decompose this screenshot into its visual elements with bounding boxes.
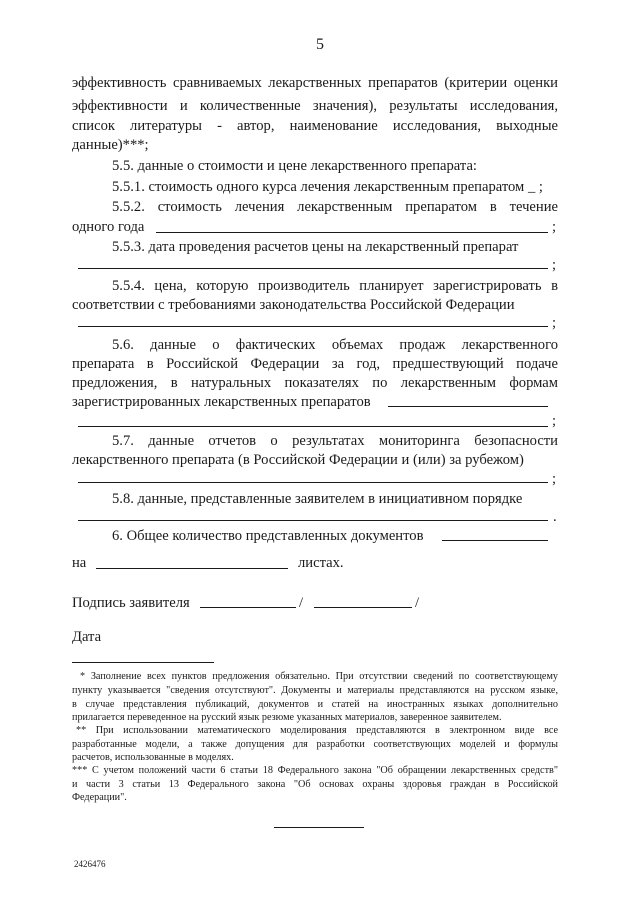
date-label: Дата: [72, 629, 102, 645]
slash: /: [299, 595, 304, 611]
footnote-line: пункту указывается "сведения отсутствуют". Документы и материалы представляются на русском языке,: [72, 685, 558, 696]
footnote-line: расчетов, использованные в моделях.: [72, 752, 234, 763]
blank-field: [442, 540, 548, 541]
punctuation: ;: [552, 219, 557, 235]
footnote-separator: [72, 662, 214, 663]
item-6-total-documents: 6. Общее количество представленных документов: [112, 528, 424, 544]
page-number: 5: [316, 36, 324, 53]
text-line: список литературы - автор, наименование исследования, выходные: [72, 118, 558, 134]
signature-field: [200, 607, 296, 608]
text-line: листах.: [298, 555, 344, 571]
blank-field: [156, 232, 548, 233]
blank-field: [78, 520, 548, 521]
item-5-5-2: 5.5.2. стоимость лечения лекарственным препаратом в течение: [112, 199, 558, 215]
footnote-line: * Заполнение всех пунктов предложения обязательно. При отсутствии сведений по соответствующему: [80, 671, 558, 682]
blank-field: [78, 268, 548, 269]
footnote-line: и части 3 статьи 13 Федерального закона "Об основах охраны здоровья граждан в Российской: [72, 779, 558, 790]
punctuation: ;: [552, 413, 557, 429]
text-line: препарата в Российской Федерации за год, предшествующий подаче: [72, 356, 558, 372]
blank-field: [78, 482, 548, 483]
text-line: зарегистрированных лекарственных препаратов: [72, 394, 371, 410]
footnote-line: Федерации".: [72, 792, 127, 803]
section-5-5: 5.5. данные о стоимости и цене лекарственного препарата:: [112, 158, 477, 174]
blank-field: [78, 326, 548, 327]
item-5-8: 5.8. данные, представленные заявителем в инициативном порядке: [112, 491, 523, 507]
signature-name-field: [314, 607, 412, 608]
item-5-5-3: 5.5.3. дата проведения расчетов цены на лекарственный препарат: [112, 239, 519, 255]
text-line: на: [72, 555, 87, 571]
text-line: данные)***;: [72, 137, 149, 153]
footnote-line: в случае представления публикаций, документов и статей на иностранных языках дополнительно: [72, 699, 558, 710]
document-id: 2426476: [74, 859, 106, 869]
footnote-line: разработанные модели, а также допущения для разработки соответствующих моделей и формулы: [72, 739, 558, 750]
punctuation: ;: [552, 471, 557, 487]
text-line: соответствии с требованиями законодательства Российской Федерации: [72, 297, 515, 313]
text-line: предложения, в натуральных показателях по лекарственным формам: [72, 375, 558, 391]
footnote-line: ** При использовании математического моделирования представляются в электронном виде все: [76, 725, 558, 736]
punctuation: ;: [552, 315, 557, 331]
footnote-line: прилагается переведенное на русский язык резюме указанных материалов, заверенное заявителем.: [72, 712, 502, 723]
item-5-5-1: 5.5.1. стоимость одного курса лечения лекарственным препаратом _ ;: [112, 179, 543, 195]
punctuation: ;: [552, 257, 557, 273]
end-separator: [274, 827, 364, 828]
footnote-line: *** С учетом положений части 6 статьи 18 Федерального закона "Об обращении лекарственных средств": [72, 765, 558, 776]
text-line: эффективности и количественные значения), результаты исследования,: [72, 98, 558, 114]
text-line: одного года: [72, 219, 145, 235]
item-5-5-4: 5.5.4. цена, которую производитель планирует зарегистрировать в: [112, 278, 558, 294]
item-5-6: 5.6. данные о фактических объемах продаж лекарственного: [112, 337, 558, 353]
slash: /: [415, 595, 420, 611]
punctuation: .: [553, 509, 557, 525]
blank-field: [78, 426, 548, 427]
text-line: лекарственного препарата (в Российской Федерации и (или) за рубежом): [72, 452, 524, 468]
text-line: эффективность сравниваемых лекарственных препаратов (критерии оценки: [72, 75, 558, 91]
signature-label: Подпись заявителя: [72, 595, 190, 611]
item-5-7: 5.7. данные отчетов о результатах мониторинга безопасности: [112, 433, 558, 449]
blank-field: [388, 406, 548, 407]
blank-field: [96, 568, 288, 569]
